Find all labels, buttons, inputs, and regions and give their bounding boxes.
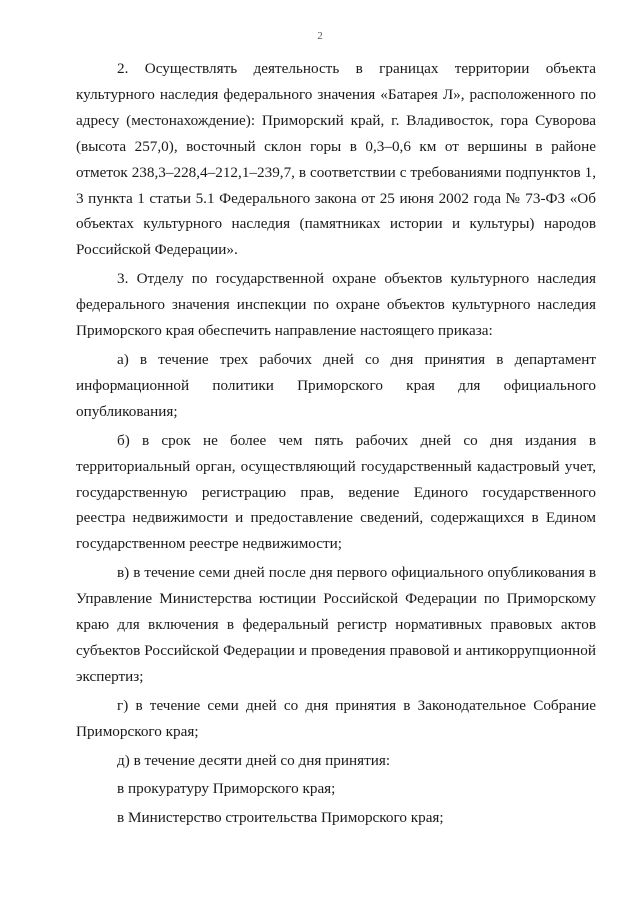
recipient-construction-ministry: в Министерство строительства Приморского края; xyxy=(117,809,444,827)
subitem-v: в) в течение семи дней после дня первого официального опубликования в Управление Министерства юстиции Российской Федерации по Приморскому краю для включения в федеральный регистр нормативных правовых актов субъектов Российской Федерации и проведения правовой и антикоррупционной экспертиз; xyxy=(76,564,596,685)
document-body xyxy=(76,56,596,834)
subitem-b: б) в срок не более чем пять рабочих дней со дня издания в территориальный орган, осуществляющий государственный кадастровый учет, государственную регистрацию прав, ведение Единого государственного реестра недвижимости и предоставление сведений, содержащихся в Едином государственном реестре недвижимости; xyxy=(76,431,596,553)
paragraph-item-2: 2. Осуществлять деятельность в границах территории объекта культурного наследия федерального значения «Батарея Л», расположенного по адресу (местонахождение): Приморский край, г. Владивосток, гора Суворова (высота 257,0), восточный склон горы в 0,3–0,6 км от вершины в районе отметок 238,3–228,4–212,1–239,7, в соответствии с требованиями подпунктов 1, 3 пункта 1 статьи 5.1 Федерального закона от 25 июня 2002 года № 73-ФЗ «Об объектах культурного наследия (памятниках истории и культуры) народов Российской Федерации». xyxy=(76,60,596,259)
subitem-d: д) в течение десяти дней со дня принятия: xyxy=(117,751,391,769)
paragraph-item-3: 3. Отделу по государственной охране объектов культурного наследия федерального значения инспекции по охране объектов культурного наследия Приморского края обеспечить направление настоящего приказа: xyxy=(76,270,596,340)
subitem-g: г) в течение семи дней со дня принятия в Законодательное Собрание Приморского края; xyxy=(76,696,596,740)
subitem-a: а) в течение трех рабочих дней со дня принятия в департамент информационной политики Приморского края для официального опубликования; xyxy=(76,350,596,420)
page-number: 2 xyxy=(317,30,323,42)
recipient-prosecutor: в прокуратуру Приморского края; xyxy=(117,780,336,798)
